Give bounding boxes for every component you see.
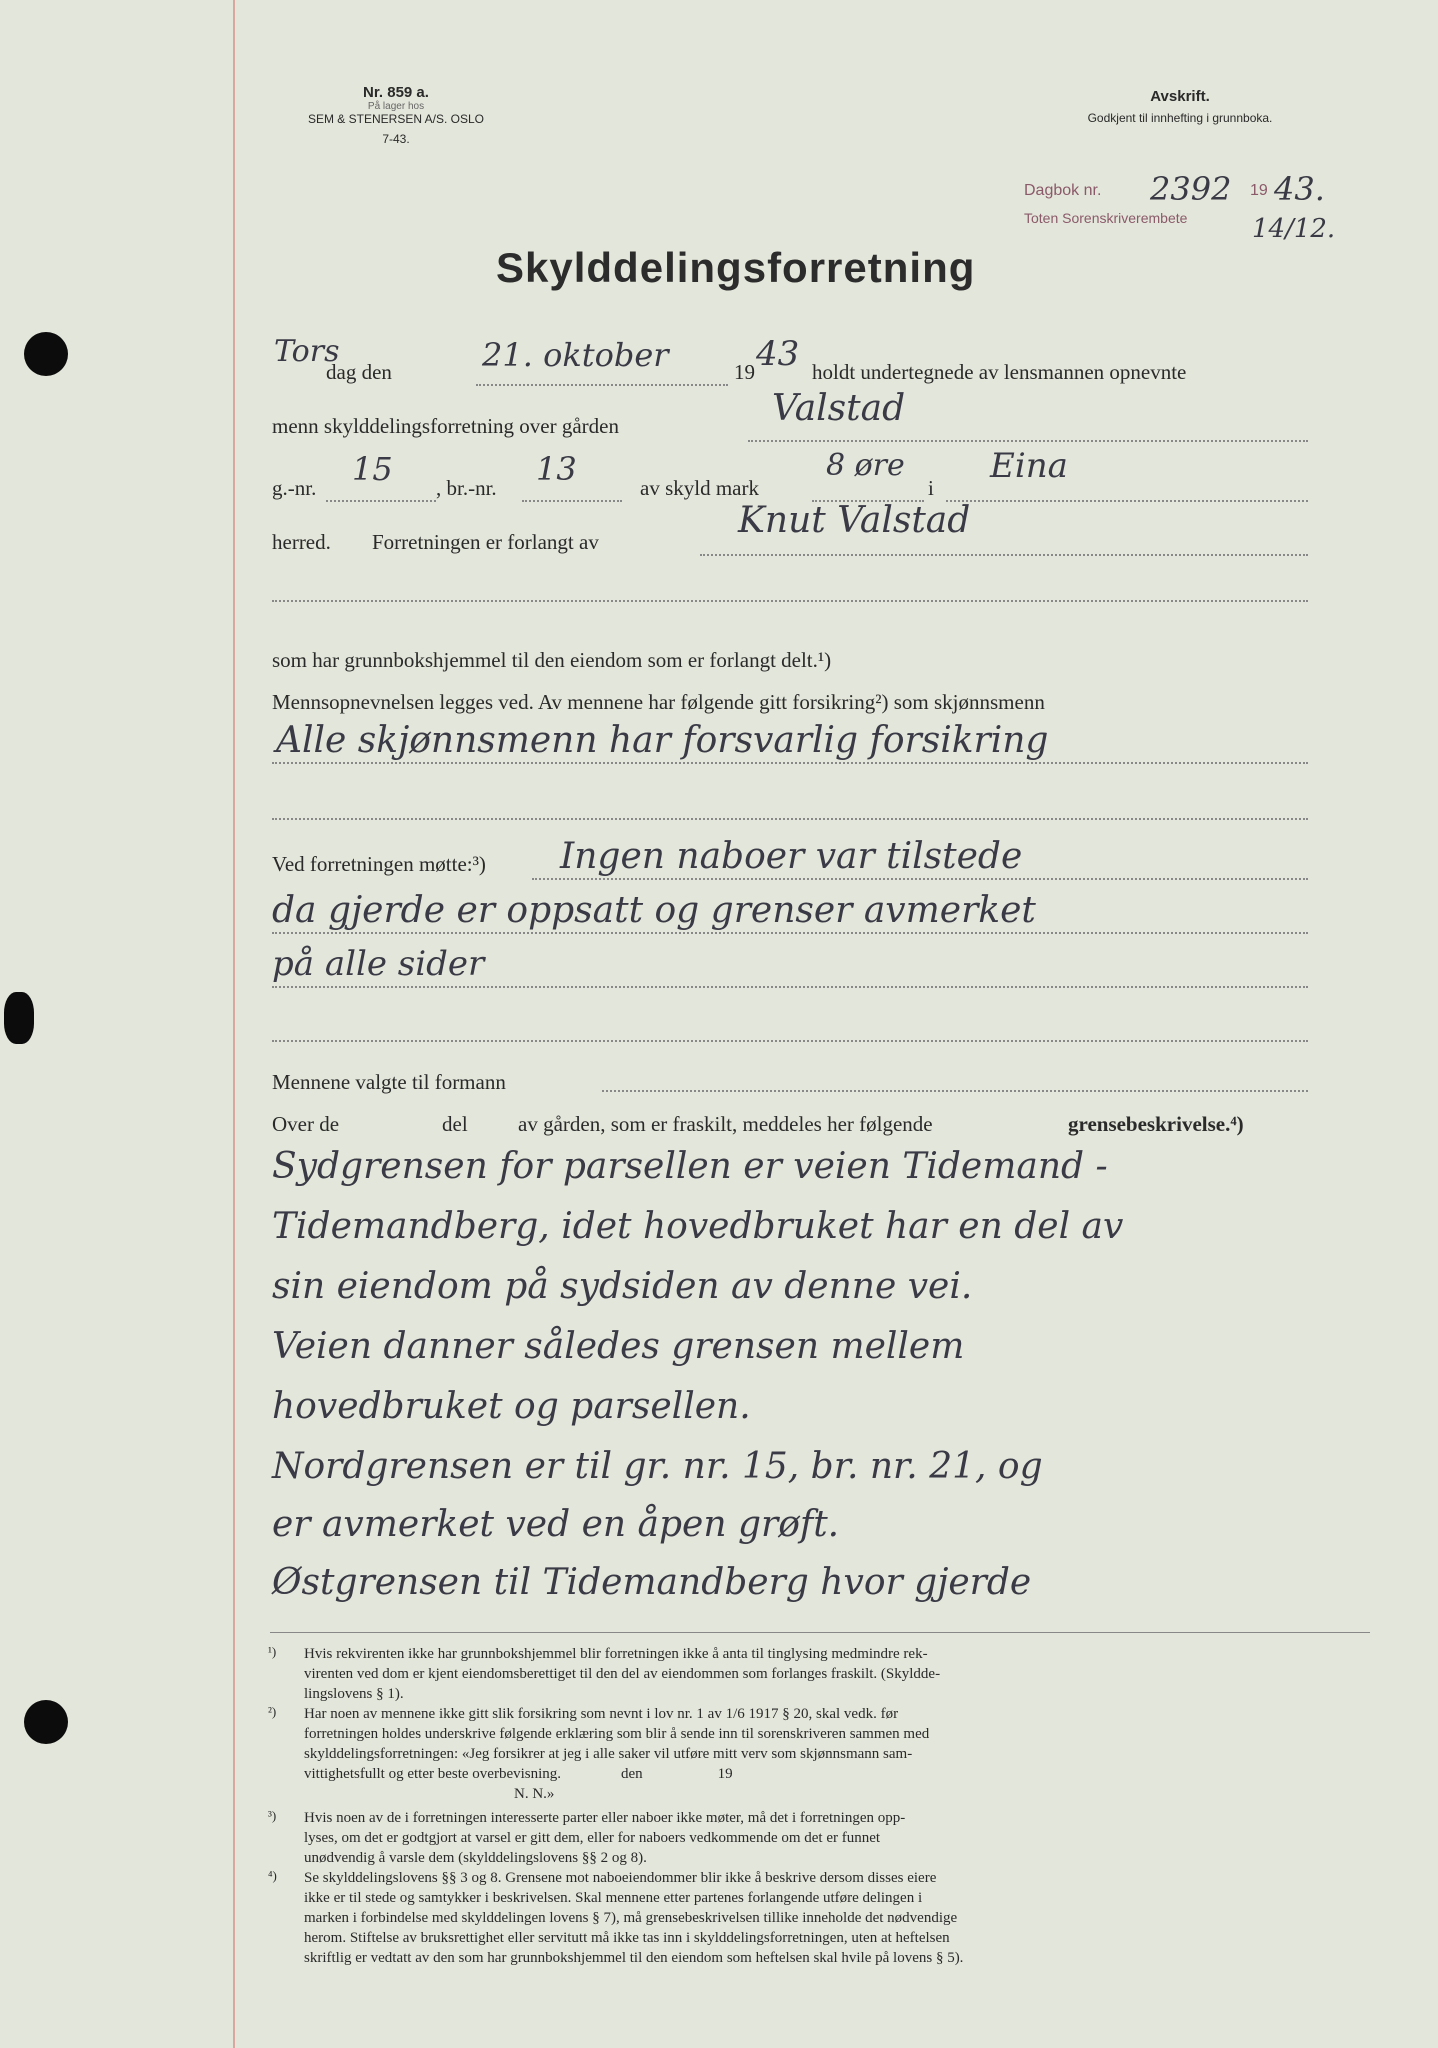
- boundary-line-5: hovedbruket og parsellen.: [272, 1386, 751, 1427]
- boundary-line-2: Tidemandberg, idet hovedbruket har en del av: [272, 1206, 1124, 1247]
- gnr-handwritten: 15: [352, 450, 393, 488]
- herred-dotline: [946, 500, 1308, 502]
- i-label: i: [928, 476, 934, 500]
- menn-dotline-1: [272, 762, 1308, 764]
- dagbok-year: 43.: [1274, 170, 1325, 208]
- footnote-2-line-4: vittighetsfullt og etter beste overbevisning. den 19: [304, 1766, 733, 1782]
- footnotes: [268, 1644, 1368, 1968]
- year-handwritten: 43: [756, 334, 800, 374]
- moette-dotline-2: [272, 932, 1308, 934]
- footnote-3-line-1: Hvis noen av de i forretningen interesserte parter eller naboer ikke møter, må det i forretningen opp-: [304, 1810, 906, 1826]
- menn-dotline-2: [272, 818, 1308, 820]
- moette-label: Ved forretningen møtte:³): [272, 852, 486, 876]
- copy-header: [1020, 88, 1340, 125]
- requested-label: Forretningen er forlangt av: [372, 530, 599, 554]
- year-prefix: 19: [734, 360, 755, 384]
- footnote-2: [268, 1704, 1368, 1804]
- footnote-4-line-1: Se skylddelingslovens §§ 3 og 8. Grensene mot naboeiendommer blir ikke å beskrive dersom disses eiere: [304, 1870, 937, 1886]
- bnr-dotline: [522, 500, 622, 502]
- formann-label: Mennene valgte til formann: [272, 1070, 506, 1094]
- footnote-rule: [270, 1632, 1370, 1633]
- footnote-3-line-3: unødvendig å varsle dem (skylddelingslovens §§ 2 og 8).: [304, 1850, 647, 1866]
- footnote-2-line-2: forretningen holdes underskrive følgende erklæring som blir å sende inn til sorenskriveren sammen med: [304, 1726, 930, 1742]
- printer-line-1: På lager hos: [367, 101, 425, 112]
- footnote-4-line-5: skriftlig er vedtatt av den som har grunnbokshjemmel til den eiendom som heftelsen skal hvile på lovens § 5).: [304, 1950, 964, 1966]
- attendance-handwritten-2: da gjerde er oppsatt og grenser avmerket: [272, 890, 1036, 931]
- skyld-handwritten: 8 øre: [826, 448, 905, 483]
- attendance-handwritten-3: på alle sider: [272, 944, 485, 984]
- grunnbok-text: som har grunnbokshjemmel til den eiendom som er forlangt delt.¹): [272, 648, 832, 672]
- punch-hole-bottom: [24, 1700, 68, 1744]
- footnote-2-line-5: N. N.»: [304, 1786, 555, 1802]
- held-text: holdt undertegnede av lensmannen opnevnte: [812, 360, 1187, 384]
- footnote-2-line-3: skylddelingsforretningen: «Jeg forsikrer at jeg i alle saker vil utføre mitt verv som skjønnsmann sam-: [304, 1746, 913, 1762]
- footnote-3-line-2: lyses, om det er godtgjort at varsel er gitt dem, eller for naboers vedkommende om det er funnet: [304, 1830, 881, 1846]
- attendance-handwritten-1: Ingen naboer var tilstede: [560, 836, 1023, 877]
- footnote-4-line-4: herom. Stiftelse av bruksrettighet eller servitutt må ikke tas inn i skylddelingsforretningen, uten at heftelsen: [304, 1930, 950, 1946]
- punch-hole-middle: [4, 992, 34, 1044]
- herred-handwritten: Eina: [990, 446, 1068, 486]
- weekday-handwritten: Tors: [274, 334, 340, 369]
- punch-hole-top: [24, 332, 68, 376]
- form-number: Nr. 859 a.: [363, 84, 429, 101]
- farm-dotline: [748, 440, 1308, 442]
- footnote-3-mark: ³): [268, 1808, 277, 1823]
- date-dotline: [476, 384, 728, 386]
- requested-dotline: [700, 554, 1308, 556]
- footnote-1-line-3: lingslovens § 1).: [304, 1686, 404, 1702]
- bnr-handwritten: 13: [536, 450, 577, 488]
- footnote-4: [268, 1868, 1368, 1968]
- grense-text: av gården, som er fraskilt, meddeles her følgende: [518, 1112, 933, 1136]
- footnote-2-mark: ²): [268, 1704, 277, 1719]
- weekday-print: dag den: [326, 360, 392, 384]
- court-office: Toten Sorenskriverembete: [1024, 210, 1188, 226]
- date-handwritten: 21. oktober: [482, 336, 669, 374]
- boundary-line-7: er avmerket ved en åpen grøft.: [272, 1504, 840, 1545]
- boundary-line-8: Østgrensen til Tidemandberg hvor gjerde: [272, 1562, 1032, 1603]
- margin-rule: [233, 0, 235, 2048]
- skyld-label: av skyld mark: [640, 476, 759, 500]
- formann-dotline: [602, 1090, 1308, 1092]
- approval-note: Godkjent til innhefting i grunnboka.: [1087, 111, 1273, 125]
- dagbok-label: Dagbok nr.: [1024, 182, 1102, 199]
- footnote-1: [268, 1644, 1368, 1704]
- moette-dotline-4: [272, 1040, 1308, 1042]
- requester-handwritten: Knut Valstad: [738, 500, 971, 541]
- over-de: Over de: [272, 1112, 340, 1136]
- farm-label: menn skylddelingsforretning over gården: [272, 414, 619, 438]
- document-title: Skylddelingsforretning: [496, 244, 976, 291]
- del-word: del: [442, 1112, 468, 1136]
- form-header: [276, 84, 516, 146]
- menn-text: Mennsopnevnelsen legges ved. Av mennene har følgende gitt forsikring²) som skjønnsmenn: [272, 690, 1045, 714]
- footnote-4-line-3: marken i forbindelse med skylddelingen lovens § 7), må grensebeskrivelsen tillike inneholde det nødvendige: [304, 1910, 958, 1926]
- grense-bold: grensebeskrivelse.⁴): [1068, 1112, 1244, 1136]
- insurance-handwritten: Alle skjønnsmenn har forsvarlig forsikring: [276, 720, 1049, 761]
- footnote-1-line-1: Hvis rekvirenten ikke har grunnbokshjemmel blir forretningen ikke å anta til tinglysing medmindre rek-: [304, 1646, 928, 1662]
- dagbok-year-prefix: 19: [1250, 182, 1268, 199]
- gnr-label: g.-nr.: [272, 476, 317, 500]
- boundary-line-6: Nordgrensen er til gr. nr. 15, br. nr. 21, og: [272, 1446, 1043, 1487]
- herred-label: herred.: [272, 530, 331, 554]
- footnote-2-line-1: Har noen av mennene ikke gitt slik forsikring som nevnt i lov nr. 1 av 1/6 1917 § 20, skal vedk. før: [304, 1706, 899, 1722]
- boundary-line-3: sin eiendom på sydsiden av denne vei.: [272, 1266, 973, 1307]
- boundary-line-1: Sydgrensen for parsellen er veien Tidemand -: [272, 1146, 1108, 1187]
- date-code: 7-43.: [382, 132, 410, 146]
- gnr-dotline: [326, 500, 436, 502]
- footnote-3: [268, 1808, 1368, 1868]
- boundary-line-4: Veien danner således grensen mellem: [272, 1326, 965, 1367]
- dagbok-number: 2392: [1150, 170, 1232, 208]
- copy-label: Avskrift.: [1150, 88, 1210, 105]
- footnote-4-line-2: ikke er til stede og samtykker i beskrivelsen. Skal mennene etter partenes forlangende utføre delingen i: [304, 1890, 923, 1906]
- blank-line-1: [272, 600, 1308, 602]
- printer-line-2: SEM & STENERSEN A/S. OSLO: [307, 112, 485, 126]
- footnote-4-mark: ⁴): [268, 1868, 277, 1883]
- dagbok-stamp: [1020, 170, 1380, 250]
- stamp-date: 14/12.: [1252, 214, 1336, 244]
- footnote-1-mark: ¹): [268, 1644, 277, 1659]
- moette-dotline-3: [272, 986, 1308, 988]
- bnr-label: , br.-nr.: [436, 476, 497, 500]
- farm-handwritten: Valstad: [772, 388, 906, 429]
- moette-dotline-1: [532, 878, 1308, 880]
- footnote-1-line-2: virenten ved dom er kjent eiendomsberettiget til den del av eiendommen som forlanges fraskilt. (Skyldde-: [304, 1666, 941, 1682]
